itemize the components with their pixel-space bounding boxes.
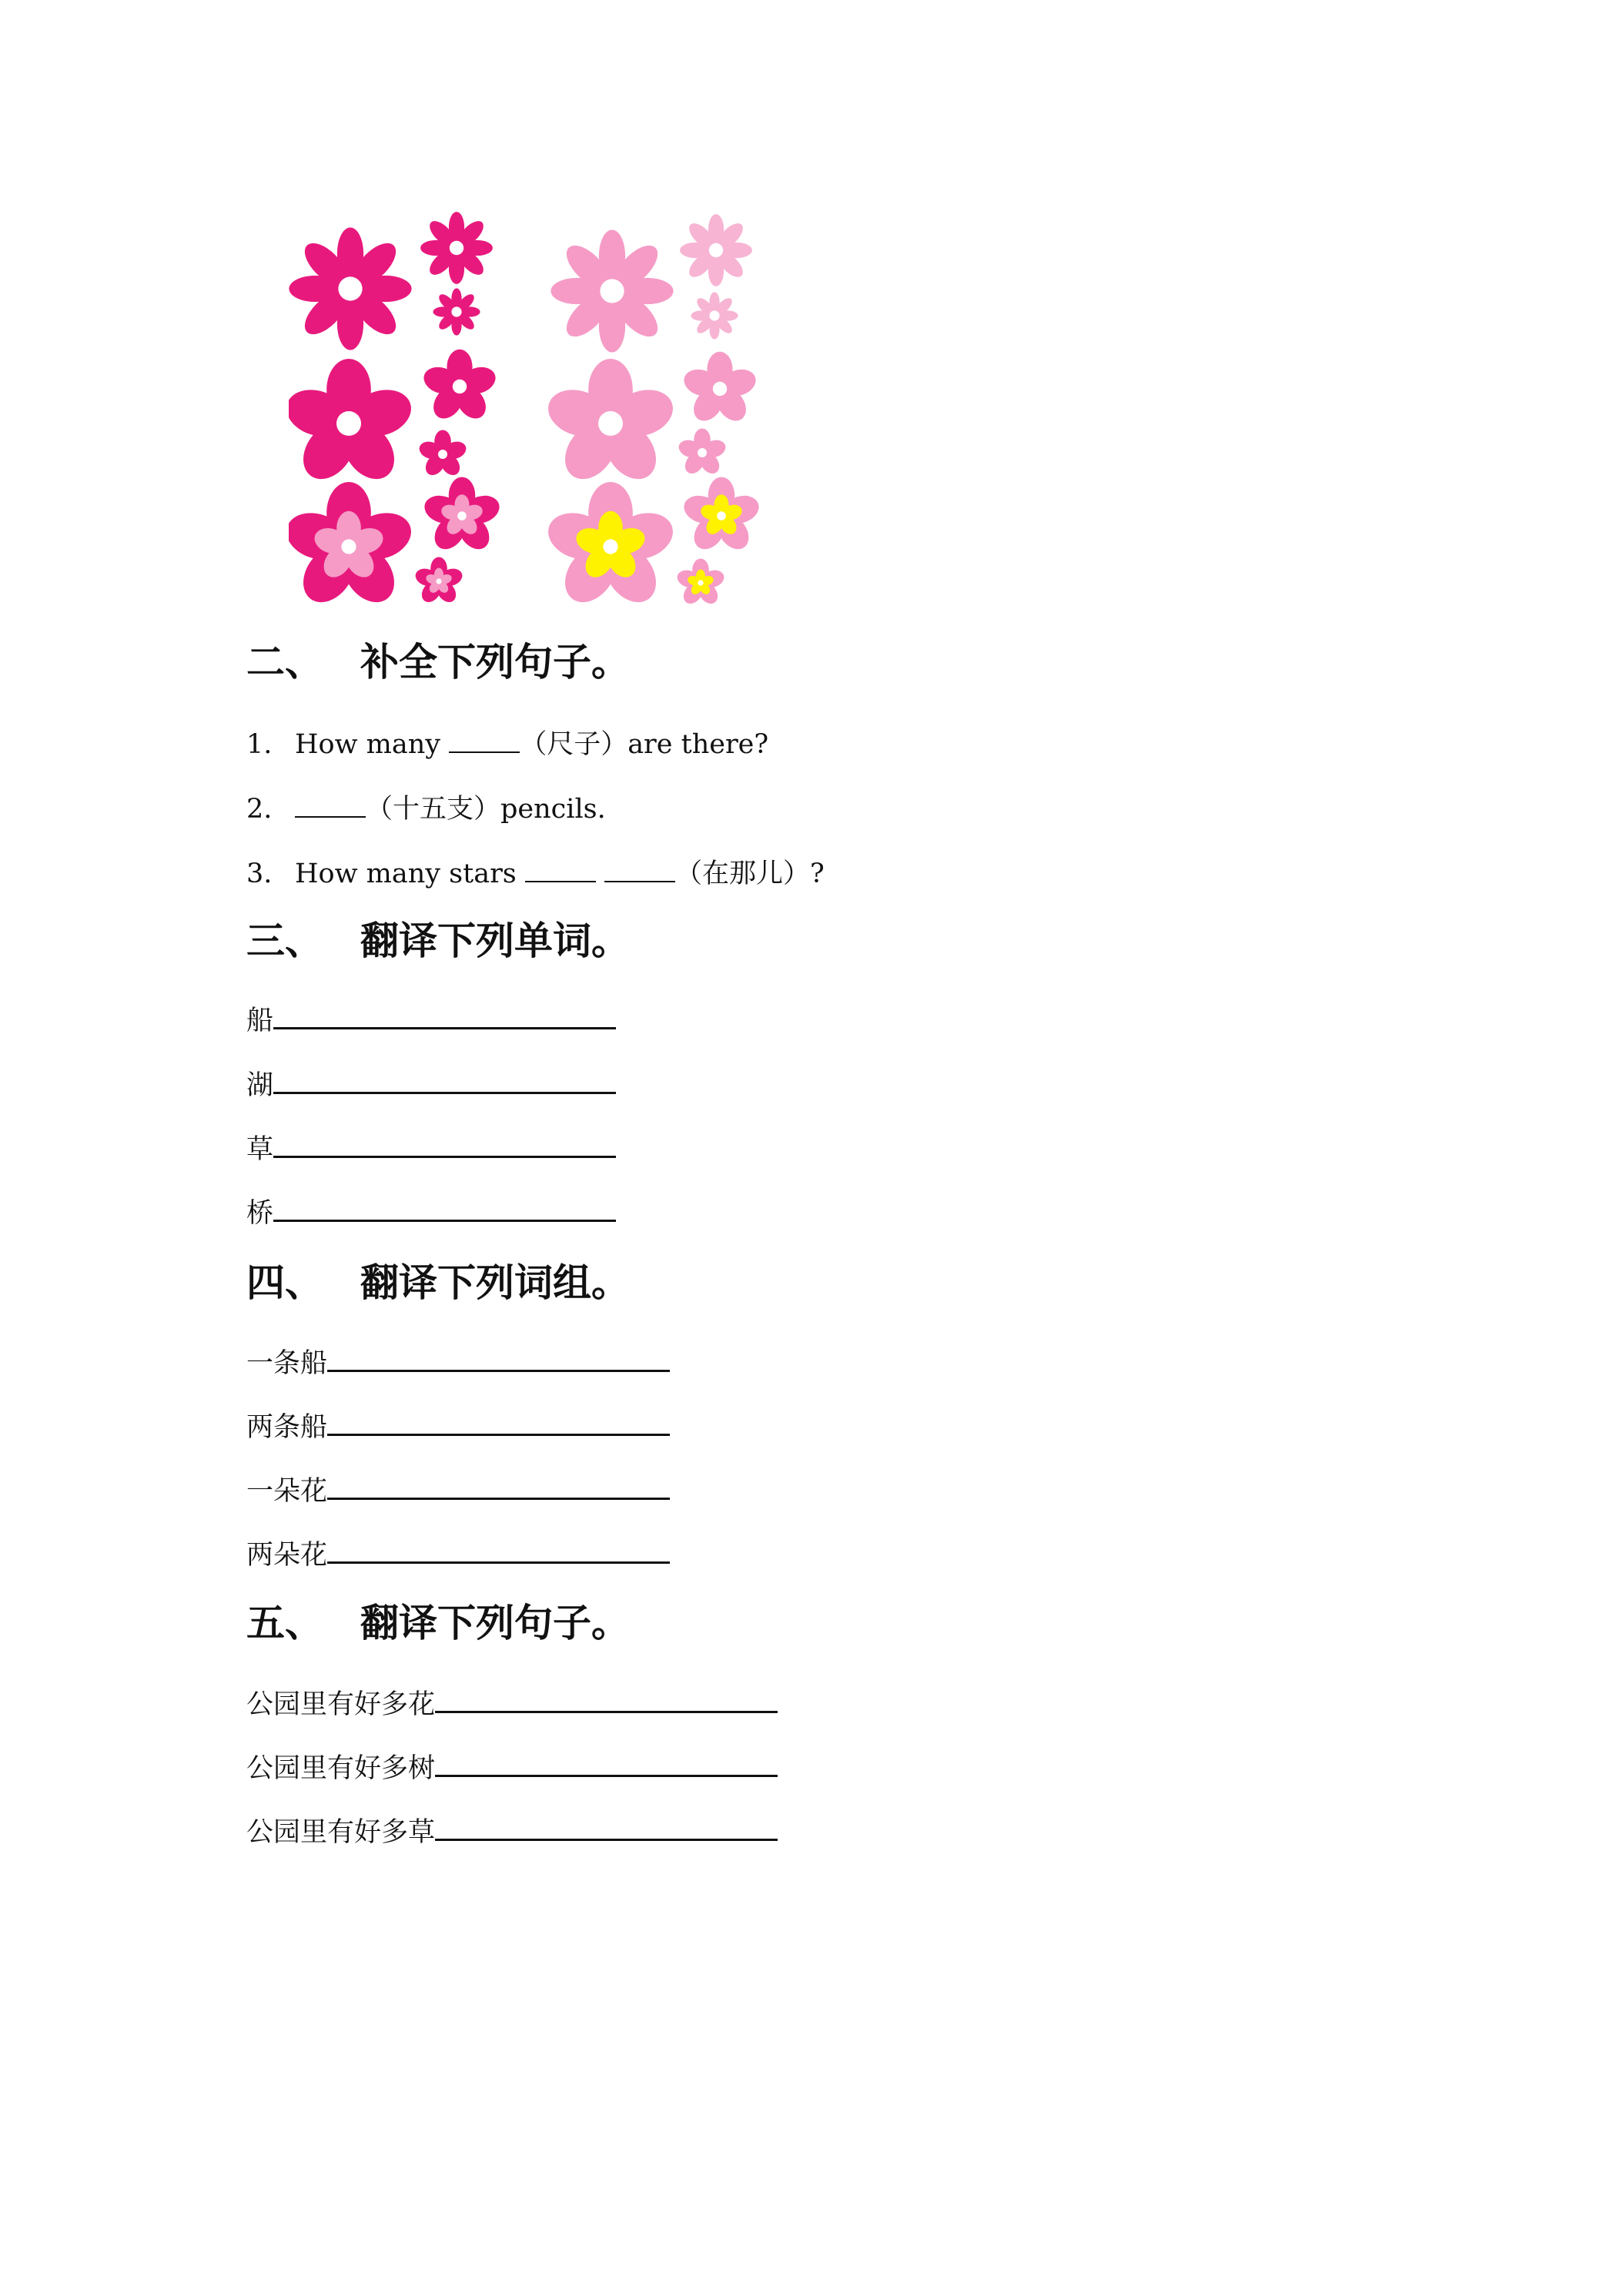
answer-line[interactable] bbox=[435, 1812, 778, 1841]
question-index: 1. bbox=[246, 729, 273, 760]
section-heading bbox=[246, 918, 630, 964]
question-item bbox=[246, 790, 606, 826]
word-item bbox=[246, 1066, 616, 1103]
answer-line[interactable] bbox=[273, 1001, 616, 1029]
prompt-text: 公园里有好多树 bbox=[246, 1753, 436, 1784]
question-item bbox=[246, 855, 825, 891]
section-number: 四、 bbox=[246, 1260, 323, 1305]
section-title: 翻译下列词组。 bbox=[360, 1260, 630, 1305]
answer-line[interactable] bbox=[327, 1471, 670, 1500]
answer-line[interactable] bbox=[273, 1193, 616, 1222]
question-index: 3. bbox=[246, 858, 273, 889]
question-item bbox=[246, 725, 768, 761]
flower-icon bbox=[289, 227, 411, 350]
section-number: 五、 bbox=[246, 1601, 323, 1645]
prompt-text: 船 bbox=[246, 1006, 274, 1036]
answer-line[interactable] bbox=[327, 1535, 670, 1564]
answer-line[interactable] bbox=[273, 1066, 616, 1094]
section-title: 翻译下列句子。 bbox=[360, 1601, 630, 1645]
phrase-item bbox=[246, 1535, 670, 1572]
section-heading bbox=[246, 1260, 630, 1306]
flower-icon bbox=[542, 482, 679, 612]
flower-icon bbox=[677, 429, 728, 477]
flower-icon bbox=[289, 359, 417, 489]
sentence-item bbox=[246, 1685, 778, 1722]
question-text-before: How many stars bbox=[295, 858, 525, 889]
flower-illustration bbox=[289, 208, 781, 616]
prompt-text: 一条船 bbox=[246, 1348, 328, 1379]
question-text-after: （尺子）are there? bbox=[520, 729, 769, 760]
section-title: 补全下列句子。 bbox=[360, 640, 630, 684]
flower-icon bbox=[421, 477, 504, 555]
answer-line[interactable] bbox=[327, 1344, 670, 1372]
prompt-text: 公园里有好多草 bbox=[246, 1817, 436, 1848]
word-item bbox=[246, 1130, 616, 1166]
section-title: 翻译下列单词。 bbox=[360, 919, 630, 963]
flower-icon bbox=[420, 212, 493, 284]
phrase-item bbox=[246, 1471, 670, 1508]
flower-icon bbox=[433, 288, 480, 335]
prompt-text: 桥 bbox=[246, 1198, 274, 1229]
answer-line[interactable] bbox=[435, 1685, 778, 1713]
prompt-text: 一朵花 bbox=[246, 1476, 328, 1507]
answer-blank[interactable] bbox=[449, 725, 520, 753]
phrase-item bbox=[246, 1344, 670, 1381]
flower-icon bbox=[681, 477, 763, 555]
sentence-item bbox=[246, 1749, 778, 1786]
section-number: 三、 bbox=[246, 919, 323, 963]
answer-blank[interactable] bbox=[604, 855, 675, 882]
flower-icon bbox=[681, 352, 759, 427]
answer-line[interactable] bbox=[435, 1749, 778, 1777]
answer-line[interactable] bbox=[327, 1407, 670, 1436]
flower-icon bbox=[413, 557, 465, 606]
answer-blank[interactable] bbox=[295, 790, 366, 818]
prompt-text: 草 bbox=[246, 1134, 274, 1165]
section-heading bbox=[246, 639, 630, 685]
prompt-text: 两条船 bbox=[246, 1412, 328, 1443]
prompt-text: 公园里有好多花 bbox=[246, 1689, 436, 1720]
flower-icon bbox=[420, 350, 499, 424]
question-text-after: （在那儿）? bbox=[675, 858, 825, 889]
flower-icon bbox=[550, 229, 673, 352]
question-index: 2. bbox=[246, 794, 273, 825]
flower-icon bbox=[675, 559, 727, 607]
flower-icon bbox=[691, 292, 738, 339]
section-heading bbox=[246, 1600, 630, 1646]
question-text-after: （十五支）pencils. bbox=[366, 794, 606, 825]
answer-blank[interactable] bbox=[525, 855, 596, 882]
word-item bbox=[246, 1001, 616, 1038]
answer-line[interactable] bbox=[273, 1130, 616, 1158]
flower-icon bbox=[417, 430, 469, 479]
flower-icon bbox=[289, 482, 417, 612]
prompt-text: 湖 bbox=[246, 1070, 274, 1101]
prompt-text: 两朵花 bbox=[246, 1540, 328, 1571]
flower-icon bbox=[542, 359, 679, 489]
section-number: 二、 bbox=[246, 640, 323, 684]
phrase-item bbox=[246, 1407, 670, 1444]
sentence-item bbox=[246, 1812, 778, 1849]
word-item bbox=[246, 1193, 616, 1230]
question-text-before: How many bbox=[295, 729, 450, 760]
flower-icon bbox=[680, 214, 752, 286]
